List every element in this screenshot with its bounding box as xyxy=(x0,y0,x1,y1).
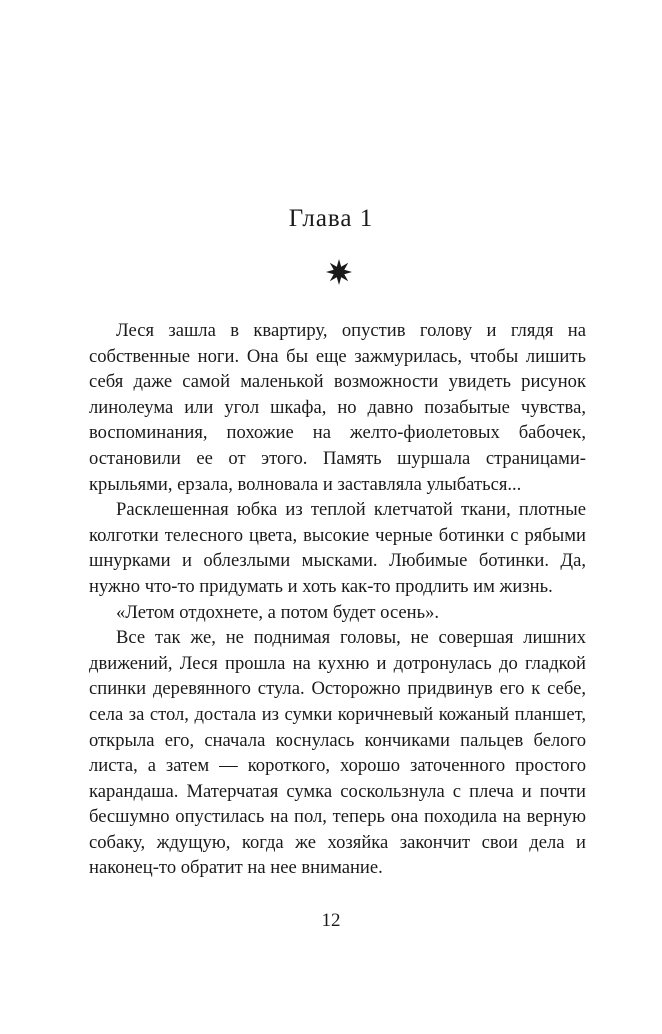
eight-point-star-icon xyxy=(325,258,353,286)
chapter-body xyxy=(89,318,586,881)
page-number: 12 xyxy=(321,910,341,931)
chapter-title: Глава 1 xyxy=(288,205,374,232)
paragraph: Леся зашла в квартиру, опустив голову и глядя на собственные ноги. Она бы еще зажмурилась, чтобы лишить себя даже самой маленькой возможности увидеть рисунок линолеума или угол шкафа, но давно позабытые чувства, воспоминания, похожие на желто-фиолетовых бабочек, остановили ее от этого. Память шуршала страницами-крыльями, ерзала, волновала и заставляла улыбаться... xyxy=(89,320,586,495)
paragraph: Все так же, не поднимая головы, не совершая лишних движений, Леся прошла на кухню и дотронулась до гладкой спинки деревянного стула. Осторожно придвинув его к себе, села за стол, достала из сумки коричневый кожаный планшет, открыла его, сначала коснулась кончиками пальцев белого листа, а затем — короткого, хорошо заточенного простого карандаша. Матерчатая сумка соскользнула с плеча и почти бесшумно опустилась на пол, теперь она походила на верную собаку, ждущую, когда же хозяйка закончит свои дела и наконец-то обратит на нее внимание. xyxy=(89,627,586,879)
paragraph: Расклешенная юбка из теплой клетчатой ткани, плотные колготки телесного цвета, высокие черные ботинки с рябыми шнурками и облезлыми мысками. Любимые ботинки. Да, нужно что-то придумать и хоть как-то продлить им жизнь. xyxy=(89,499,586,597)
paragraph: «Летом отдохнете, а потом будет осень». xyxy=(116,601,440,623)
